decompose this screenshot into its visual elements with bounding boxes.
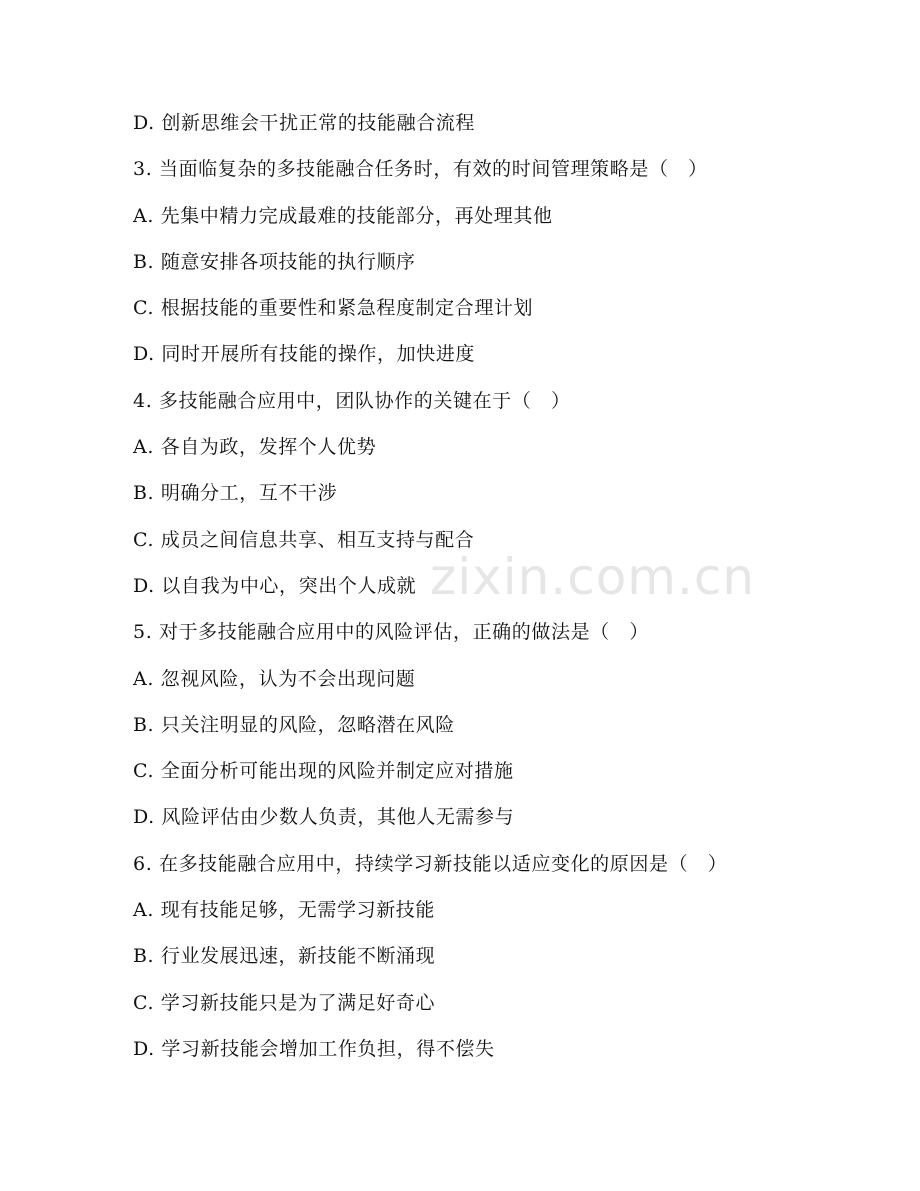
option-line: A. 各自为政，发挥个人优势 (133, 436, 377, 459)
option-line: D. 创新思维会干扰正常的技能融合流程 (133, 112, 476, 134)
option-line: C. 学习新技能只是为了满足好奇心 (133, 991, 436, 1014)
question-line: 6. 在多技能融合应用中，持续学习新技能以适应变化的原因是（ ） (133, 852, 728, 875)
option-line: C. 全面分析可能出现的风险并制定应对措施 (133, 760, 514, 783)
option-line: B. 行业发展迅速，新技能不断涌现 (133, 945, 436, 968)
question-line: 3. 当面临复杂的多技能融合任务时，有效的时间管理策略是（ ） (133, 158, 708, 181)
option-line: B. 明确分工，互不干涉 (133, 482, 338, 505)
option-line: B. 只关注明显的风险，忽略潜在风险 (133, 713, 455, 736)
option-line: D. 同时开展所有技能的操作，加快进度 (133, 343, 476, 366)
option-line: B. 随意安排各项技能的执行顺序 (133, 250, 416, 273)
question-line: 4. 多技能融合应用中，团队协作的关键在于（ ） (133, 389, 571, 412)
option-line: D. 学习新技能会增加工作负担，得不偿失 (133, 1037, 495, 1060)
option-line: A. 现有技能足够，无需学习新技能 (133, 899, 436, 922)
watermark: zixin.com.cn (430, 548, 756, 606)
option-line: D. 以自我为中心，突出个人成就 (133, 574, 417, 597)
option-line: C. 根据技能的重要性和紧急程度制定合理计划 (133, 297, 534, 320)
option-line: C. 成员之间信息共享、相互支持与配合 (133, 528, 475, 551)
option-line: A. 忽视风险，认为不会出现问题 (133, 667, 416, 690)
option-line: A. 先集中精力完成最难的技能部分，再处理其他 (133, 204, 553, 227)
question-line: 5. 对于多技能融合应用中的风险评估，正确的做法是（ ） (133, 621, 649, 644)
option-line: D. 风险评估由少数人负责，其他人无需参与 (133, 806, 515, 829)
question-list (133, 106, 833, 1078)
